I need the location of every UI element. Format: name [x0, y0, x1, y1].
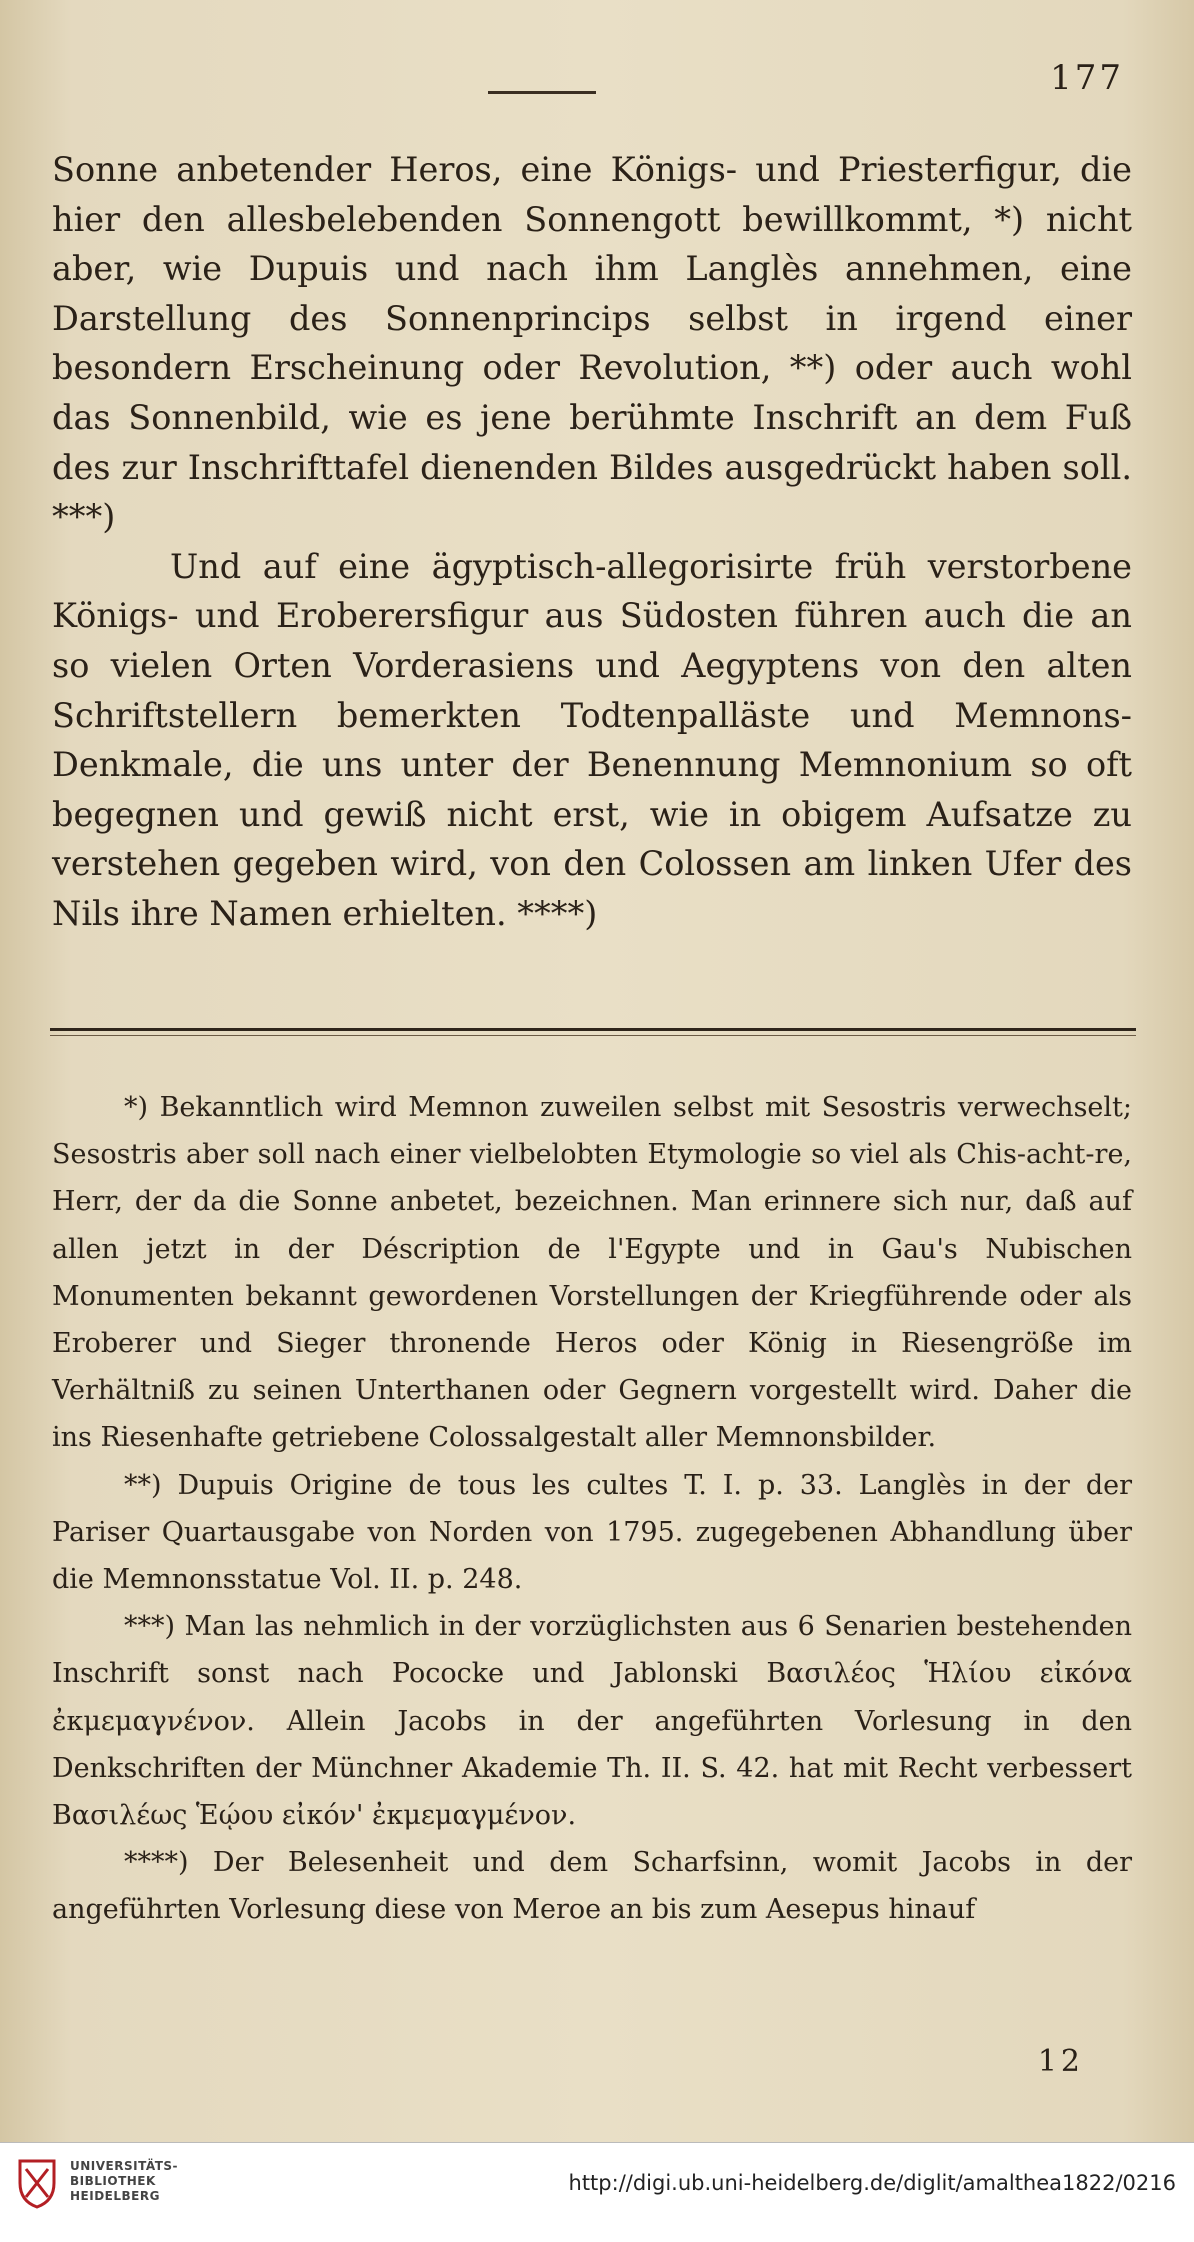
footnote: ***) Man las nehmlich in der vorzüglichsten aus 6 Senarien bestehenden Inschrift sonst nach Pococke und Jablonski Βασιλέος Ἡλίου εἰκόνα ἐκμεμαγνένον. Allein Jacobs in der angeführten Vorlesung in den Denkschriften der Münchner Akademie Th. II. S. 42. hat mit Recht verbessert Βασιλέως Ἑῴου εἰκόν' ἐκμεμαγμένον. — [52, 1611, 1132, 1832]
source-url-link[interactable]: http://digi.ub.uni-heidelberg.de/diglit/amalthea1822/0216 — [568, 2171, 1176, 2195]
header-rule — [488, 91, 596, 94]
body-paragraph: Und auf eine ägyptisch-allegorisirte früh verstorbene Königs- und Eroberersfigur aus Südosten führen auch die an so vielen Orten Vorderasiens und Aegyptens von den alten Schriftstellern bemerkten Todtenpalläste und Memnons-Denkmale, die uns unter der Benennung Memnonium so oft begegnen und gewiß nicht erst, wie in obigem Aufsatze zu verstehen gegeben wird, von den Colossen am linken Ufer des Nils ihre Namen erhielten. ****) — [52, 546, 1132, 933]
library-name: UNIVERSITÄTS- BIBLIOTHEK HEIDELBERG — [70, 2159, 179, 2203]
footnote: **) Dupuis Origine de tous les cultes T. I. p. 33. Langlès in der der Pariser Quartausgabe von Norden von 1795. zugegebenen Abhandlung über die Memnonsstatue Vol. II. p. 248. — [52, 1469, 1132, 1596]
catchword: 12 — [1037, 2044, 1084, 2079]
body-paragraph: Sonne anbetender Heros, eine Königs- und Priesterfigur, die hier den allesbelebenden Sonnengott bewillkommt, *) nicht aber, wie Dupuis und nach ihm Langlès annehmen, eine Darstellung des Sonnenprincips selbst in irgend einer besondern Erscheinung oder Revolution, **) oder auch wohl das Sonnenbild, wie es jene berühmte Inschrift an dem Fuß des zur Inschrifttafel dienenden Bildes ausgedrückt haben soll. ***) — [52, 150, 1132, 537]
footnote-separator — [50, 1028, 1136, 1031]
footnotes — [52, 1084, 1132, 1934]
page-number: 177 — [1050, 58, 1124, 98]
footer-bar — [0, 2142, 1194, 2242]
footnote-separator-thin — [50, 1035, 1136, 1036]
main-text — [52, 145, 1132, 939]
footnote: ****) Der Belesenheit und dem Scharfsinn, womit Jacobs in der angeführten Vorlesung diese von Meroe an bis zum Aesepus hinauf — [52, 1847, 1132, 1926]
university-seal-icon — [14, 2157, 60, 2209]
footnote: *) Bekanntlich wird Memnon zuweilen selbst mit Sesostris verwechselt; Sesostris aber soll nach einer vielbelobten Etymologie so viel als Chis-acht-re, Herr, der da die Sonne anbetet, bezeichnen. Man erinnere sich nur, daß auf allen jetzt in der Déscription de l'Egypte und in Gau's Nubischen Monumenten bekannt gewordenen Vorstellungen der Kriegführende oder als Eroberer und Sieger thronende Heros oder König in Riesengröße im Verhältniß zu seinen Unterthanen oder Gegnern vorgestellt wird. Daher die ins Riesenhafte getriebene Colossalgestalt aller Memnonsbilder. — [52, 1092, 1132, 1454]
